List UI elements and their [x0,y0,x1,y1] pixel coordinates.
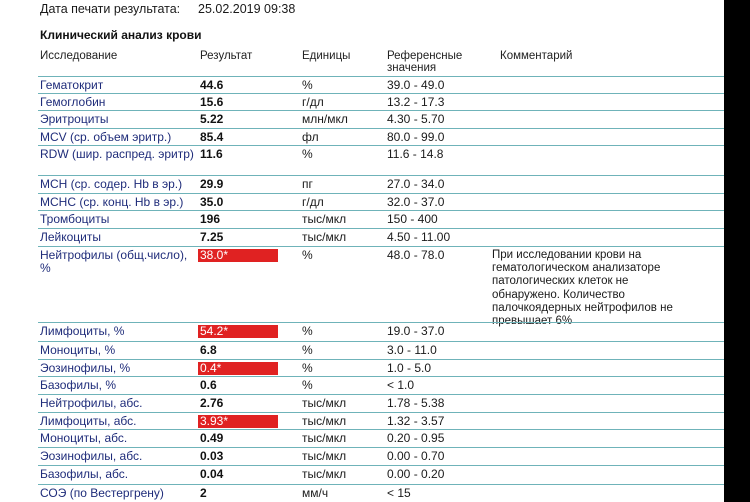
result-value: 7.25 [200,230,224,244]
result-units: г/дл [302,195,324,209]
row-rule [38,322,724,323]
result-value: 0.6 [200,378,217,392]
reference-range: 1.78 - 5.38 [387,396,445,410]
test-name: Лимфоциты, абс. [40,414,137,428]
result-value-abnormal: 0.4* [198,362,278,375]
row-rule [38,210,724,211]
result-value: 15.6 [200,95,224,109]
reference-range: 0.00 - 0.70 [387,449,445,463]
result-value: 85.4 [200,130,224,144]
row-rule [38,465,724,466]
test-name: MCV (ср. объем эритр.) [40,130,172,144]
result-value: 0.49 [200,431,224,445]
test-name: Гематокрит [40,78,104,92]
result-units: тыс/мкл [302,449,347,463]
test-name: СОЭ (по Вестергрену) [40,486,164,500]
row-rule [38,484,724,485]
reference-range: 4.50 - 11.00 [387,230,451,244]
result-units: тыс/мкл [302,414,347,428]
test-name: Моноциты, % [40,343,116,357]
test-name: RDW (шир. распред. эритр) [40,147,194,161]
result-value: 5.22 [200,112,224,126]
test-name: Нейтрофилы, абс. [40,396,143,410]
print-date-value: 25.02.2019 09:38 [198,2,296,16]
row-rule [38,246,724,247]
row-rule [38,376,724,377]
test-name: Тромбоциты [40,212,110,226]
result-units: % [302,378,313,392]
result-value-abnormal: 54.2* [198,325,278,338]
row-rule [38,193,724,194]
result-units: тыс/мкл [302,467,347,481]
test-name: Эритроциты [40,112,109,126]
test-name: Базофилы, абс. [40,467,129,481]
test-name: Нейтрофилы (общ.число), % [40,248,188,275]
result-value-abnormal: 38.0* [198,249,278,262]
reference-range: 1.32 - 3.57 [387,414,445,428]
result-value: 29.9 [200,177,224,191]
result-units: тыс/мкл [302,212,347,226]
row-rule [38,128,724,129]
row-rule [38,359,724,360]
column-header-test: Исследование [40,50,118,62]
result-value: 0.04 [200,467,224,481]
reference-range: 32.0 - 37.0 [387,195,445,209]
reference-range: < 15 [387,486,411,500]
reference-range: 19.0 - 37.0 [387,324,445,338]
test-name: MCHC (ср. конц. Hb в эр.) [40,195,184,209]
result-units: мм/ч [302,486,329,500]
result-units: % [302,147,313,161]
result-units: % [302,78,313,92]
reference-range: 3.0 - 11.0 [387,343,437,357]
reference-range: 11.6 - 14.8 [387,147,444,161]
row-rule [38,175,724,176]
result-value: 35.0 [200,195,224,209]
result-units: % [302,361,313,375]
row-rule [38,145,724,146]
result-units: % [302,248,313,262]
reference-range: 150 - 400 [387,212,438,226]
row-rule [38,93,724,94]
print-header [0,0,724,22]
column-header-reference: Референсные значения [387,50,463,74]
result-units: фл [302,130,319,144]
result-units: тыс/мкл [302,431,347,445]
reference-range: 27.0 - 34.0 [387,177,445,191]
test-name: MCH (ср. содер. Hb в эр.) [40,177,183,191]
result-value: 2 [200,486,207,500]
result-value-abnormal: 3.93* [198,415,278,428]
result-units: % [302,324,313,338]
test-name: Лейкоциты [40,230,102,244]
row-rule [38,412,724,413]
result-value: 6.8 [200,343,217,357]
result-units: % [302,343,313,357]
test-name: Гемоглобин [40,95,106,109]
result-units: млн/мкл [302,112,348,126]
row-rule [38,429,724,430]
reference-range: < 1.0 [387,378,415,392]
reference-range: 48.0 - 78.0 [387,248,445,262]
reference-range: 0.20 - 0.95 [387,431,445,445]
result-units: тыс/мкл [302,230,347,244]
row-rule [38,394,724,395]
column-header-comment: Комментарий [500,50,573,62]
reference-range: 13.2 - 17.3 [387,95,445,109]
test-name: Эозинофилы, % [40,361,131,375]
section-title: Клинический анализ крови [40,28,202,42]
test-name: Базофилы, % [40,378,116,392]
reference-range: 4.30 - 5.70 [387,112,445,126]
row-rule [38,110,724,111]
result-value: 0.03 [200,449,224,463]
row-rule [38,228,724,229]
column-header-result: Результат [200,50,253,62]
result-comment: При исследовании крови на гематологическом анализаторе патологических клеток не обнаружено. Количество палочкоядерных нейтрофилов не [492,249,673,314]
reference-range: 80.0 - 99.0 [387,130,445,144]
test-name: Эозинофилы, абс. [40,449,143,463]
row-rule [38,341,724,342]
reference-range: 1.0 - 5.0 [387,361,432,375]
test-name: Лимфоциты, % [40,324,125,338]
reference-range: 39.0 - 49.0 [387,78,445,92]
reference-range: 0.00 - 0.20 [387,467,445,481]
result-units: тыс/мкл [302,396,347,410]
result-units: г/дл [302,95,324,109]
scan-edge [724,0,750,502]
result-units: пг [302,177,313,191]
result-value: 44.6 [200,78,224,92]
column-header-units: Единицы [302,50,351,62]
print-date-label: Дата печати результата: [40,2,181,16]
result-value: 11.6 [200,147,223,161]
test-name: Моноциты, абс. [40,431,128,445]
row-rule [38,447,724,448]
result-value: 2.76 [200,396,224,410]
header-rule [38,76,724,77]
result-value: 196 [200,212,221,226]
